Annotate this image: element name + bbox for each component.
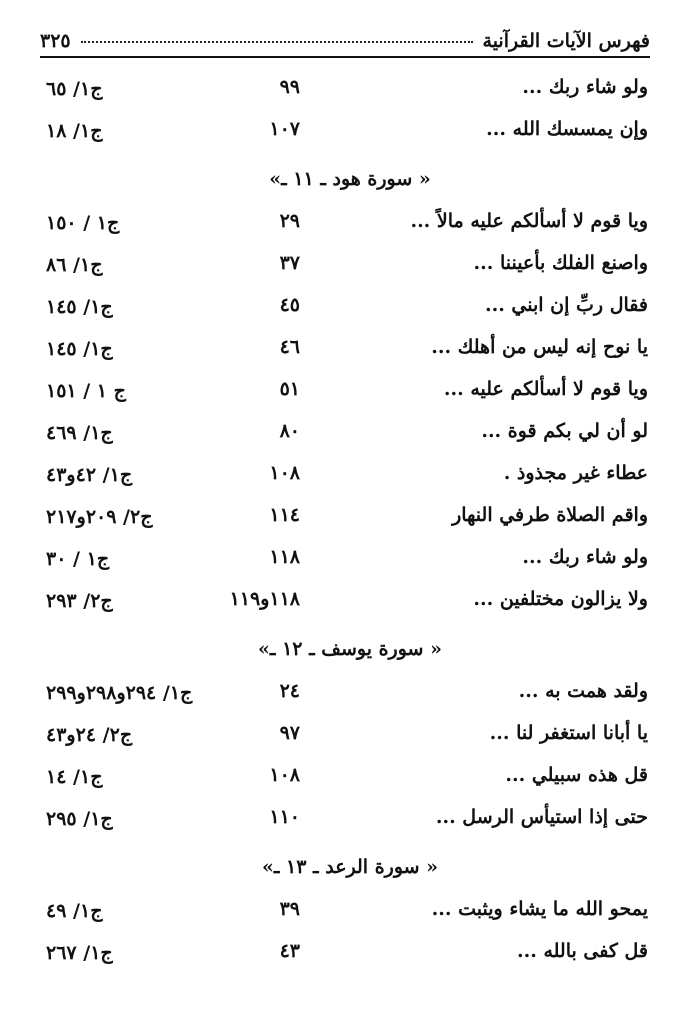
verse-number: ٨٠ xyxy=(279,420,300,442)
index-row xyxy=(0,716,700,758)
volume-page-ref: ج١/ ١٤٥ xyxy=(46,296,113,318)
page-number: ٣٢٥ xyxy=(40,30,71,52)
verse-text: ويا قوم لا أسألكم عليه ... xyxy=(443,378,648,400)
header-rule xyxy=(40,56,650,58)
verse-number: ٢٩ xyxy=(279,210,300,232)
volume-page-ref: ج١ / ٣٠ xyxy=(46,548,110,570)
volume-page-ref: ج١ / ١٥٠ xyxy=(46,212,120,234)
volume-page-ref: ج٢/ ٢٩٣ xyxy=(46,590,113,612)
verse-text: عطاء غير مجذوذ . xyxy=(503,462,648,484)
volume-page-ref: ج١/ ١٤٥ xyxy=(46,338,113,360)
verse-number: ٤٦ xyxy=(279,336,300,358)
verse-number: ١٠٨ xyxy=(269,764,300,786)
verse-text: لو أن لي بكم قوة ... xyxy=(481,420,648,442)
verse-text: واقم الصلاة طرفي النهار xyxy=(452,504,648,526)
verse-number: ١١٨و١١٩ xyxy=(229,588,300,610)
verse-text: واصنع الفلك بأعيننا ... xyxy=(473,252,648,274)
header-leader-dots xyxy=(81,40,473,43)
surah-heading xyxy=(0,842,700,892)
volume-page-ref: ج٢/ ٢٠٩و٢١٧ xyxy=(46,506,153,528)
volume-page-ref: ج١/ ٤٦٩ xyxy=(46,422,113,444)
volume-page-ref: ج١/ ٢٦٧ xyxy=(46,942,113,964)
volume-page-ref: ج١/ ١٤ xyxy=(46,766,103,788)
verse-number: ١٠٨ xyxy=(269,462,300,484)
verse-number: ٥١ xyxy=(279,378,300,400)
verse-number: ١١٠ xyxy=(269,806,300,828)
page-header xyxy=(40,24,650,58)
verse-text: حتى إذا استيأس الرسل ... xyxy=(435,806,648,828)
volume-page-ref: ج٢/ ٢٤و٤٣ xyxy=(46,724,133,746)
index-row xyxy=(0,582,700,624)
verse-number: ٤٣ xyxy=(279,940,300,962)
verse-number: ١٠٧ xyxy=(269,118,300,140)
verse-number: ٩٩ xyxy=(279,76,300,98)
verse-text: ولو شاء ربك ... xyxy=(522,76,648,98)
index-row xyxy=(0,112,700,154)
index-row xyxy=(0,934,700,976)
index-row xyxy=(0,414,700,456)
surah-title: « سورة يوسف ـ ١٢ ـ» xyxy=(258,638,442,660)
index-row xyxy=(0,498,700,540)
verse-text: يمحو الله ما يشاء ويثبت ... xyxy=(431,898,648,920)
verse-number: ٢٤ xyxy=(279,680,300,702)
surah-heading xyxy=(0,154,700,204)
surah-heading xyxy=(0,624,700,674)
verse-text: ولا يزالون مختلفين ... xyxy=(473,588,648,610)
index-row xyxy=(0,892,700,934)
surah-title: « سورة هود ـ ١١ ـ» xyxy=(269,168,431,190)
volume-page-ref: ج١/ ٤٢و٤٣ xyxy=(46,464,133,486)
index-row xyxy=(0,288,700,330)
verse-number: ٣٩ xyxy=(279,898,300,920)
verse-number: ١١٨ xyxy=(269,546,300,568)
index-row xyxy=(0,330,700,372)
page-title: فهرس الآيات القرآنية xyxy=(482,30,650,52)
volume-page-ref: ج ١ / ١٥١ xyxy=(46,380,126,402)
index-row xyxy=(0,246,700,288)
index-row xyxy=(0,372,700,414)
index-row xyxy=(0,70,700,112)
verse-text: ولقد همت به ... xyxy=(518,680,648,702)
verse-number: ٩٧ xyxy=(279,722,300,744)
surah-title: « سورة الرعد ـ ١٣ ـ» xyxy=(261,856,439,878)
volume-page-ref: ج١/ ١٨ xyxy=(46,120,103,142)
index-row xyxy=(0,540,700,582)
verse-text: قل كفى بالله ... xyxy=(517,940,648,962)
verse-number: ١١٤ xyxy=(269,504,300,526)
index-row xyxy=(0,758,700,800)
verse-text: فقال ربِّ إن ابني ... xyxy=(484,294,648,316)
verse-text: يا أبانا استغفر لنا ... xyxy=(489,722,648,744)
verse-text: قل هذه سبيلي ... xyxy=(505,764,648,786)
verse-text: ويا قوم لا أسألكم عليه مالاً ... xyxy=(410,210,648,232)
index-row xyxy=(0,674,700,716)
index-row xyxy=(0,456,700,498)
volume-page-ref: ج١/ ٨٦ xyxy=(46,254,103,276)
verse-text: ولو شاء ربك ... xyxy=(522,546,648,568)
volume-page-ref: ج١/ ٦٥ xyxy=(46,78,103,100)
verse-number: ٣٧ xyxy=(279,252,300,274)
volume-page-ref: ج١/ ٢٩٥ xyxy=(46,808,113,830)
volume-page-ref: ج١/ ٤٩ xyxy=(46,900,103,922)
verse-text: وإن يمسسك الله ... xyxy=(486,118,648,140)
verse-number: ٤٥ xyxy=(279,294,300,316)
verse-index xyxy=(0,70,700,976)
volume-page-ref: ج١/ ٢٩٤و٢٩٨و٢٩٩ xyxy=(46,682,193,704)
verse-text: يا نوح إنه ليس من أهلك ... xyxy=(431,336,648,358)
index-row xyxy=(0,800,700,842)
index-row xyxy=(0,204,700,246)
